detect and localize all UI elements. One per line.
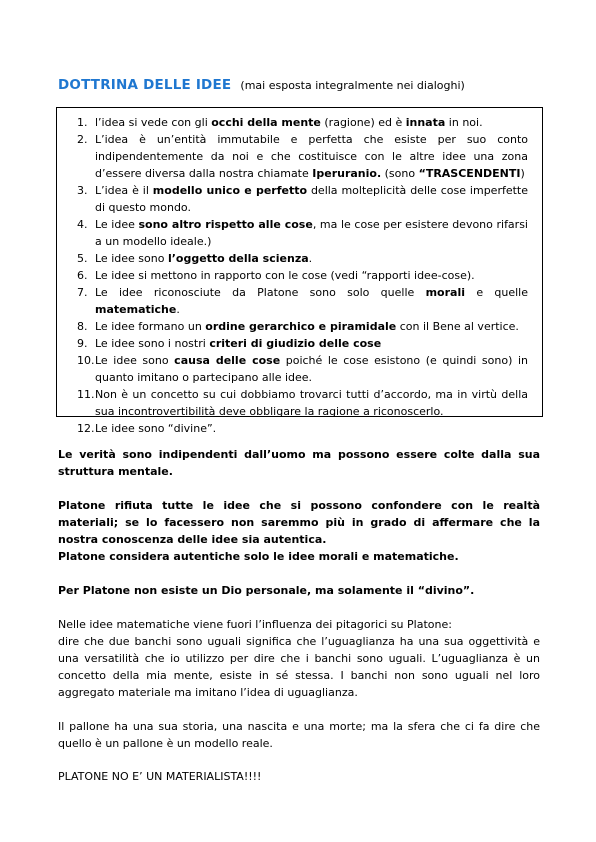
list-item-emphasis: occhi della mente <box>211 116 321 129</box>
paragraph-authentic-ideas: Platone considera autentiche solo le idee morali e matematiche. <box>58 550 459 563</box>
list-item-text: (sono <box>381 167 419 180</box>
list-item-number: 4. <box>77 218 88 231</box>
list-item-text: Le idee <box>95 218 139 231</box>
page-title <box>58 74 465 93</box>
list-item <box>57 386 528 420</box>
list-item-number: 1. <box>77 116 88 129</box>
list-item-text: L’idea è il <box>95 184 153 197</box>
list-item-text: Le idee sono <box>95 354 175 367</box>
list-item-emphasis: sono altro rispetto alle cose <box>138 218 313 231</box>
list-item <box>57 284 528 318</box>
list-item <box>57 352 528 386</box>
list-item-emphasis: innata <box>405 116 446 129</box>
title-main: DOTTRINA DELLE IDEE <box>58 77 232 93</box>
paragraph-not-materialist: PLATONE NO E’ UN MATERIALISTA!!!! <box>58 770 262 783</box>
paragraph-equality: dire che due banchi sono uguali significa che l’uguaglianza ha una sua oggettività e una versatilità che io utilizzo per dire che i banchi sono uguali. L’uguaglianza è un concetto della mia mente, esiste in sé stessa. I banchi non sono uguali nel loro aggregato materiale ma imitano l’idea di uguaglianza. <box>58 635 540 699</box>
list-item-text: poiché le cose esistono (e quindi sono) in quanto imitano o partecipano alle idee. <box>95 354 528 384</box>
list-item-emphasis: Iperuranio. <box>312 167 382 180</box>
list-item-text: Le idee sono <box>95 252 168 265</box>
list-item-text: l’idea si vede con gli <box>95 116 212 129</box>
list-item <box>57 318 528 335</box>
list-item-number: 3. <box>77 184 88 197</box>
doctrine-list <box>57 108 542 437</box>
list-item-number: 6. <box>77 269 88 282</box>
list-item <box>57 131 528 182</box>
list-item-emphasis: ordine gerarchico e piramidale <box>205 320 397 333</box>
title-subtitle: (mai esposta integralmente nei dialoghi) <box>240 79 465 92</box>
list-item-number: 9. <box>77 337 88 350</box>
list-item <box>57 420 528 437</box>
list-item-text: Le idee sono i nostri <box>95 337 210 350</box>
paragraph-ball: Il pallone ha una sua storia, una nascita e una morte; ma la sfera che ci fa dire che quello è un pallone è un modello reale. <box>58 720 540 750</box>
list-item-text: Non è un concetto su cui dobbiamo trovarci tutti d’accordo, ma in virtù della sua incontrovertibilità deve obbligare la ragione a riconoscerlo. <box>95 388 528 418</box>
list-item-number: 11. <box>77 388 95 401</box>
list-item-number: 7. <box>77 286 88 299</box>
list-item <box>57 114 528 131</box>
list-item-emphasis: matematiche <box>95 303 177 316</box>
list-item-text: della molteplicità delle cose imperfette di questo mondo. <box>95 184 529 214</box>
list-item-number: 12. <box>77 422 95 435</box>
list-item <box>57 182 528 216</box>
list-item-text: L’idea è un’entità immutabile e perfetta che esiste per suo conto indipendentemente da noi e che costituisce con le altre idee una zona d’essere diversa dalla nostra chiamate <box>95 133 528 180</box>
list-item-number: 8. <box>77 320 88 333</box>
list-item-text: (ragione) ed è <box>320 116 406 129</box>
list-item <box>57 267 528 284</box>
doctrine-list-box <box>56 107 543 435</box>
list-item-emphasis: criteri di giudizio delle cose <box>209 337 382 350</box>
list-item-number: 10. <box>77 354 95 367</box>
list-item-text: Le idee formano un <box>95 320 206 333</box>
list-item-emphasis: causa delle cose <box>174 354 281 367</box>
list-item-text: con il Bene al vertice. <box>396 320 519 333</box>
list-item-text: in noi. <box>445 116 483 129</box>
list-item-emphasis: “TRASCENDENTI <box>418 167 521 180</box>
list-item <box>57 335 528 352</box>
list-item-text: Le idee si mettono in rapporto con le cose (vedi “rapporti idee-cose). <box>95 269 475 282</box>
list-item-emphasis: l’oggetto della scienza <box>167 252 309 265</box>
list-item-text: , ma le cose per esistere devono rifarsi a un modello ideale.) <box>95 218 528 248</box>
list-item-emphasis: modello unico e perfetto <box>152 184 308 197</box>
list-item-number: 5. <box>77 252 88 265</box>
paragraph-pythagoreans: Nelle idee matematiche viene fuori l’influenza dei pitagorici su Platone: <box>58 618 452 631</box>
list-item-text: e quelle <box>465 286 528 299</box>
list-item-text: . <box>308 252 313 265</box>
list-item-emphasis: morali <box>425 286 466 299</box>
list-item <box>57 216 528 250</box>
list-item <box>57 250 528 267</box>
list-item-text: . <box>176 303 180 316</box>
list-item-number: 2. <box>77 133 88 146</box>
paragraph-material-ideas: Platone rifiuta tutte le idee che si possono confondere con le realtà materiali; se lo facessero non saremmo più in grado di affermare che la nostra conoscenza delle idee sia autentica. <box>58 499 540 546</box>
list-item-text: Le idee riconosciute da Platone sono solo quelle <box>95 286 426 299</box>
paragraph-divine: Per Platone non esiste un Dio personale, ma solamente il “divino”. <box>58 584 475 597</box>
paragraph-truths: Le verità sono indipendenti dall’uomo ma possono essere colte dalla sua struttura mentale. <box>58 448 540 478</box>
list-item-text: Le idee sono “divine”. <box>95 422 217 435</box>
list-item-text: ) <box>520 167 525 180</box>
